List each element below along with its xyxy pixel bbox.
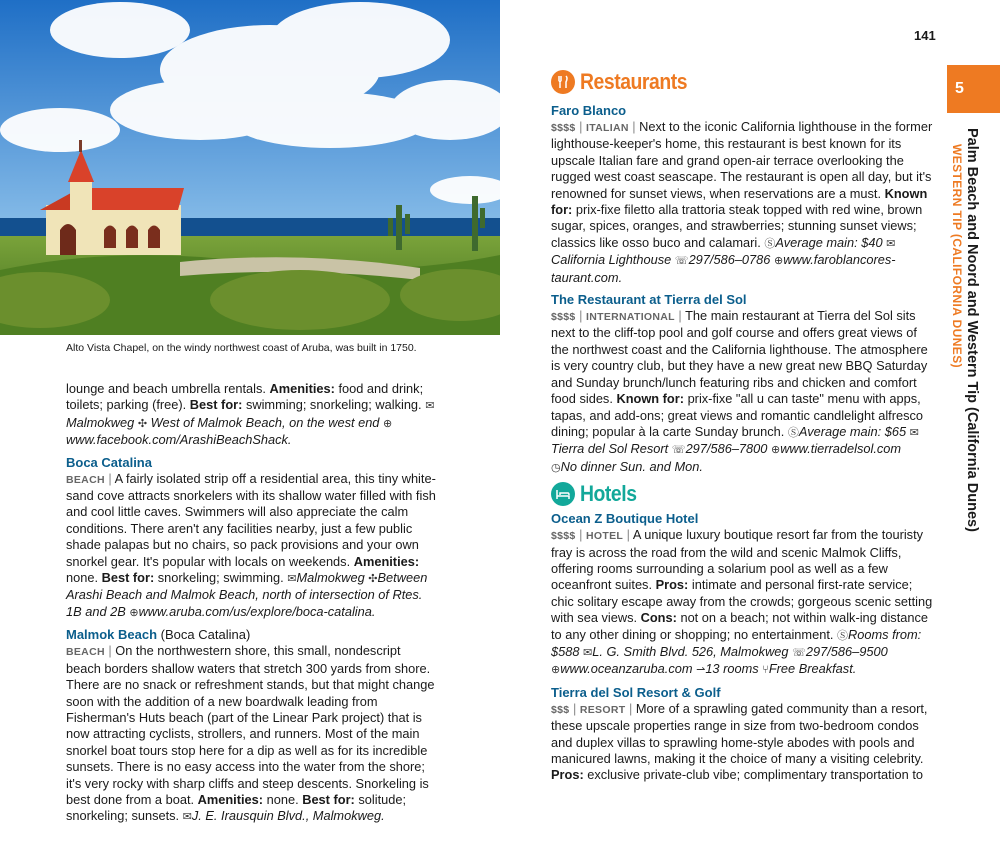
mail-icon: ✉: [583, 646, 593, 659]
price-icon: Ⓢ: [764, 237, 776, 250]
malmok-beach-title: Malmok Beach (Boca Catalina): [66, 627, 251, 643]
chapter-side-title: [950, 128, 980, 532]
ocean-z-title: Ocean Z Boutique Hotel: [551, 511, 699, 527]
malmok-beach-entry: Malmok Beach (Boca Catalina) BEACH | On the northwestern shore, this small, nondescript beach borders shallow waters that stretch 300 yards from shore. There are no snack or refreshment stands, but that might change soon with the addition of a new boardwalk leading from Fisherman's Huts beach (part of the Linear Park project) that is now attracting cyclists, strollers, and runners. Most of the main snorkel boat tours stop here for a dip as well as for its incredible sunsets. There is no easy access into the water from the shore; it's very rocky with sharp cliffs and steep descents. Snorkeling is best done from a boat. Amenities: none. Best for: solitude; snorkeling; sunsets. ✉J. E. Irausquin Blvd., Malmokweg.: [66, 626, 438, 825]
alto-vista-chapel-photo: [0, 0, 500, 335]
ocean-z-entry: Ocean Z Boutique Hotel $$$$ | HOTEL | A unique luxury boutique resort far from the touristy fray is across the road from the wild and scenic Malmok Cliffs, offering rooms surrounding a solarium pool as well as a few oceanfront suites. Pros: intimate and personal first-rate service; chic solitary escape away from the crowds; gorgeous scenic setting with sea views. Cons: not on a beach; not within walk-ing distance to any other dining or shopping; no entertainment. ⓈRooms from: $588 ✉L. G. Smith Blvd. 526, Malmokweg ☏297/586–9500 ⊕www.oceanzaruba.com ⇀13 rooms ⑂Free Breakfast.: [551, 511, 933, 677]
chapter-number-tab: 5: [947, 65, 1000, 113]
clock-icon: ◷: [551, 461, 561, 474]
arashi-web-link[interactable]: www.facebook.com/ArashiBeachShack.: [66, 432, 292, 448]
directions-icon: ✣: [368, 573, 378, 586]
chapter-title: Palm Beach and Noord and Western Tip (California Dunes): [964, 128, 980, 532]
web-icon: ⊕: [773, 255, 784, 268]
boca-catalina-entry: Boca Catalina BEACH | A fairly isolated strip off a residential area, this tiny white-sand cove attracts snorkelers with its shallow water filled with fish and cool little caves. Swimmers will also appreciate the calm conditions. There aren't any facilities nearby, just a few public shade palapas but no chairs, so pack provisions and your own snorkel gear. It's popular with locals on weekends. Amenities: none. Best for: snorkeling; swimming. ✉Malmokweg ✣Between Arashi Beach and Malmok Beach, north of intersection of Rtes. 1B and 2B ⊕www.aruba.com/us/explore/boca-catalina.: [66, 454, 438, 622]
chapter-section: WESTERN TIP (CALIFORNIA DUNES): [950, 144, 964, 368]
mail-icon: ✉: [182, 811, 192, 824]
hotels-heading: Hotels: [551, 482, 933, 506]
mail-icon: ✉: [287, 573, 297, 586]
oceanz-web-link[interactable]: www.oceanzaruba.com: [560, 661, 693, 677]
photo-caption: Alto Vista Chapel, on the windy northwest coast of Aruba, was built in 1750.: [66, 342, 417, 354]
tierra-resort-entry: Tierra del Sol Resort & Golf $$$ | RESORT | More of a sprawling gated community than a resort, these upscale properties range in size from two-bedroom condos and duplex villas to sprawling home-style abodes with pools and manicured lawns, making it the choice of many a visiting celebrity. Pros: exclusive private-club vibe; complimentary transportation to: [551, 684, 933, 784]
faro-blanco-title: Faro Blanco: [551, 103, 627, 118]
mail-icon: ✉: [909, 426, 919, 439]
directions-icon: ✣: [137, 417, 148, 430]
phone-icon: ☏: [674, 255, 689, 268]
web-icon: ⊕: [129, 606, 139, 619]
phone-icon: ☏: [792, 646, 806, 659]
web-icon: ⊕: [383, 417, 393, 430]
tierra-restaurant-entry: The Restaurant at Tierra del Sol $$$$ | INTERNATIONAL | The main restaurant at Tierra del Sol sits next to the cliff-top pool and golf course and offers great views of the northwest coast and the California lighthouse. The atmosphere is very country club, but they have a new great new BBQ Saturday and Sunday brunch/lunch featuring ribs and chicken and comfort food sides. Known for: prix-fixe "all u can taste" menu with apps, tapas, and add-ons; great views and romantic candlelight alfresco dining; popular à la carte Sunday brunch. ⓈAverage main: $65 ✉Tierra del Sol Resort ☏297/586–7800 ⊕www.tierradelsol.com ◷No dinner Sun. and Mon.: [551, 291, 933, 476]
boca-catalina-title: Boca Catalina: [66, 454, 152, 470]
page-number: 141: [914, 28, 936, 43]
phone-icon: ☏: [671, 444, 686, 457]
continued-entry: lounge and beach umbrella rentals. Amenities: food and drink; toilets; parking (free). Best for: swimming; snorkeling; walking. ✉ Malmokweg ✣ West of Malmok Beach, on the west end ⊕ www.facebook.com/ArashiBeachShack.: [66, 381, 435, 448]
restaurants-heading: Restaurants: [551, 70, 702, 94]
mail-icon: ✉: [425, 400, 435, 413]
boca-web-link[interactable]: www.aruba.com/us/explore/boca-catalina.: [138, 603, 376, 619]
hotel-icon: [551, 482, 575, 506]
restaurant-icon: [551, 70, 575, 94]
tierra-web-link[interactable]: www.tierradelsol.com: [780, 441, 902, 457]
mail-icon: ✉: [886, 237, 896, 250]
web-icon: ⊕: [551, 664, 561, 677]
web-icon: ⊕: [770, 444, 781, 457]
price-icon: Ⓢ: [787, 426, 799, 439]
price-icon: Ⓢ: [837, 629, 848, 642]
meal-icon: ⑂: [762, 664, 769, 677]
left-column: [66, 381, 438, 826]
rooms-icon: ⇀: [696, 664, 706, 677]
right-column: [551, 68, 933, 784]
faro-web-link[interactable]: www.faroblancores-taurant.com.: [551, 252, 896, 285]
faro-blanco-entry: Faro Blanco $$$$ | ITALIAN | Next to the iconic California lighthouse in the former lighthouse-keeper's home, this restaurant is best known for its upscale Italian fare and grand open-air terrace overlooking the rugged west coast seascape. The restaurant is open all day, but it's renowned for sunset views, when reservations are a must. Known for: prix-fixe filetto alla trattoria steak topped with red wine, brown sugar, spices, oranges, and strawberries; stunning sunset views; classics like osso buco and calamari. ⓈAverage main: $40 ✉California Lighthouse ☏297/586–0786 ⊕www.faroblancores-taurant.com.: [551, 103, 933, 285]
tierra-restaurant-title: The Restaurant at Tierra del Sol: [551, 292, 747, 308]
photo-illustration: [0, 0, 500, 335]
tierra-resort-title: Tierra del Sol Resort & Golf: [551, 684, 721, 700]
